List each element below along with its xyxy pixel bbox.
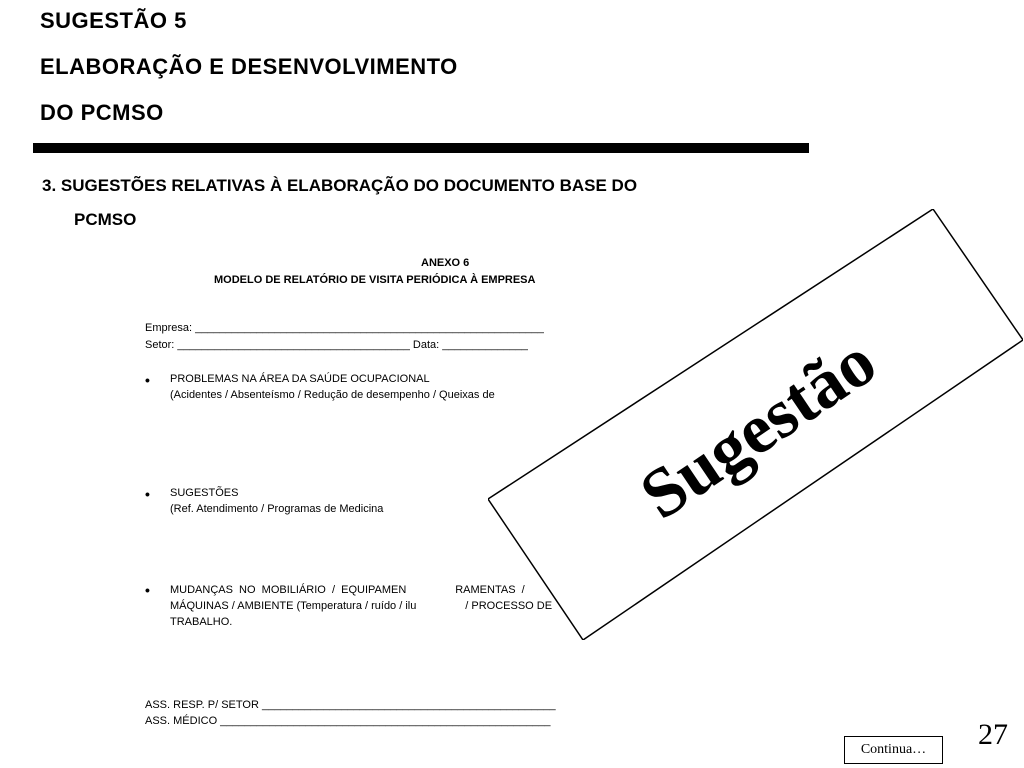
header-title-line3: DO PCMSO <box>40 100 164 125</box>
header-rule <box>33 143 809 153</box>
stamp-text: Sugestão <box>627 322 890 535</box>
bullet2-title: SUGESTÕES <box>170 487 239 499</box>
empresa-field: Empresa: _________________________________________________________ <box>145 322 544 334</box>
bullet2-desc: (Ref. Atendimento / Programas de Medicina <box>170 503 384 515</box>
header-title-line1: SUGESTÃO 5 <box>40 8 187 33</box>
bullet-icon: • <box>145 372 150 388</box>
bullet1-desc: (Acidentes / Absenteísmo / Redução de desempenho / Queixas de <box>170 389 495 401</box>
signature-medico: ASS. MÉDICO ______________________________________________________ <box>145 715 551 727</box>
section-heading-line1: 3. SUGESTÕES RELATIVAS À ELABORAÇÃO DO DOCUMENTO BASE DO <box>42 176 638 195</box>
header-title-line2: ELABORAÇÃO E DESENVOLVIMENTO <box>40 54 458 79</box>
bullet1-title: PROBLEMAS NA ÁREA DA SAÚDE OCUPACIONAL <box>170 373 430 385</box>
section-heading-line2: PCMSO <box>74 210 137 229</box>
bullet3-line1: MUDANÇAS NO MOBILIÁRIO / EQUIPAMEN RAMENTAS / <box>170 584 525 596</box>
bullet3-line3: TRABALHO. <box>170 616 233 628</box>
annex-title: ANEXO 6 <box>421 257 470 269</box>
bullet-icon: • <box>145 486 150 502</box>
setor-data-field: Setor: ______________________________________ Data: ______________ <box>145 339 528 351</box>
continue-button[interactable]: Continua… <box>844 736 943 764</box>
page-number: 27 <box>978 718 1008 751</box>
bullet-icon: • <box>145 582 150 598</box>
bullet3-line2: MÁQUINAS / AMBIENTE (Temperatura / ruído / ilu / PROCESSO DE <box>170 600 553 612</box>
suggestion-stamp <box>488 209 1023 640</box>
signature-resp-setor: ASS. RESP. P/ SETOR ________________________________________________ <box>145 699 556 711</box>
annex-subtitle: MODELO DE RELATÓRIO DE VISITA PERIÓDICA À EMPRESA <box>214 274 536 286</box>
